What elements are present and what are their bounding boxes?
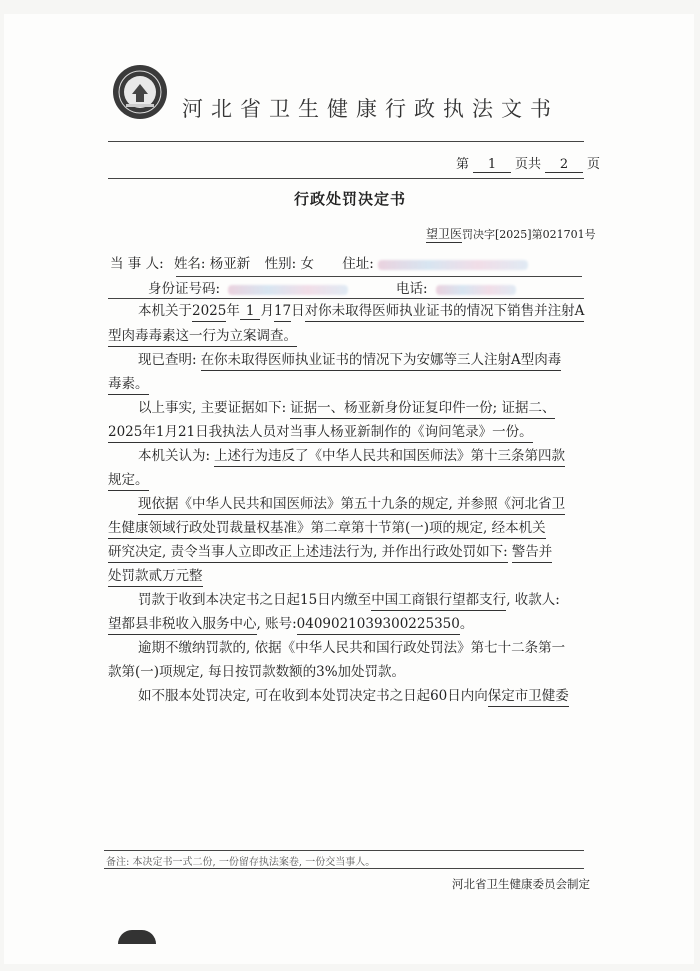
party-gender: 女 <box>300 256 314 272</box>
p1-day: 17 <box>274 303 291 322</box>
paragraph-decision-line4 <box>108 570 203 584</box>
paragraph-late-line1 <box>138 642 565 656</box>
p7-text-a: 逾期不缴纳罚款的, 依据《中华人民共和国行政处罚法》第七十二条第一 <box>138 640 566 656</box>
p1-month: 1 <box>240 303 261 320</box>
phone-row <box>396 283 516 297</box>
p5-penalty-a: 警告并 <box>512 544 553 563</box>
binding-hole-icon <box>118 930 156 944</box>
footer-divider-bottom <box>104 868 584 869</box>
p5-text-b: 生健康领域行政处罚裁量权基准》第二章第十节第(一)项的规定, 经本机关 <box>108 520 546 539</box>
gender-label: 性别: <box>264 256 297 272</box>
party-name: 杨亚新 <box>209 256 251 272</box>
paragraph-opinion-line2 <box>108 474 149 488</box>
document-header-title: 河北省卫生健康行政执法文书 <box>182 97 559 121</box>
page-prefix: 第 <box>456 157 470 172</box>
page-middle: 页共 <box>515 157 542 172</box>
p1-text-b: 年 <box>226 303 240 319</box>
document-number <box>426 225 596 242</box>
footer-note: 备注: 本决定书一式二份, 一份留存执法案卷, 一份交当事人。 <box>106 857 376 868</box>
document-title: 行政处罚决定书 <box>293 190 406 208</box>
p1-text-e: 对你未取得医师执业证书的情况下销售并注射A <box>305 303 585 322</box>
footer-maker: 河北省卫生健康委员会制定 <box>452 877 590 891</box>
paragraph-opinion-line1 <box>138 450 565 464</box>
header-divider <box>108 141 584 142</box>
p2-text-c: 毒素。 <box>108 376 149 395</box>
emblem-seal-icon <box>112 64 168 120</box>
paragraph-evidence-line2 <box>108 426 533 440</box>
paragraph-appeal-line1 <box>138 690 569 704</box>
paragraph-findings-line2 <box>108 378 149 392</box>
p6-bank: 中国工商银行望都支行 <box>371 592 506 611</box>
p6-payee: 望都县非税收入服务中心 <box>108 616 257 635</box>
p2-text-a: 现已查明: <box>138 352 197 368</box>
paragraph-case-line2 <box>108 330 297 344</box>
paragraph-late-line2 <box>108 666 405 680</box>
p7-text-b: 款第(一)项规定, 每日按罚款数额的3%加处罚款。 <box>108 664 406 680</box>
current-page-number: 1 <box>473 157 511 173</box>
paragraph-decision-line3 <box>108 546 552 560</box>
p4-text-c: 规定。 <box>108 472 149 491</box>
paragraph-payment-line2 <box>108 618 473 632</box>
redacted-phone <box>436 285 516 295</box>
paragraph-evidence-line1 <box>138 402 555 416</box>
p3-text-a: 以上事实, 主要证据如下: <box>138 400 287 416</box>
p1-text-a: 本机关于 <box>138 303 192 319</box>
p8-authority: 保定市卫健委 <box>488 688 569 707</box>
p6-text-g: 。 <box>459 616 474 632</box>
p4-text-b: 上述行为违反了《中华人民共和国医师法》第十三条第四款 <box>214 448 565 467</box>
p3-text-c: 2025年1月21日我执法人员对当事人杨亚新制作的《询问笔录》一份。 <box>108 424 533 443</box>
phone-label: 电话: <box>396 281 428 297</box>
p6-text-e: , 账号: <box>256 616 297 632</box>
party-row <box>110 258 528 272</box>
party-underline <box>176 276 582 277</box>
p1-text-f: 型肉毒毒素这一行为立案调查。 <box>108 328 297 347</box>
paragraph-payment-line1 <box>138 594 560 608</box>
page-indicator <box>456 153 600 173</box>
paragraph-decision-line2 <box>108 522 546 536</box>
page-divider <box>108 178 584 179</box>
p6-text-a: 罚款于收到本决定书之日起15日内缴至 <box>138 592 372 608</box>
p1-text-d: 日 <box>291 303 305 319</box>
p1-text-c: 月 <box>260 303 274 319</box>
doc-number-rest: 罚决字[2025]第021701号 <box>462 228 596 241</box>
paragraph-case-line1 <box>138 305 584 319</box>
id-underline <box>108 298 584 299</box>
total-pages: 2 <box>545 157 583 173</box>
paragraph-findings-line1 <box>138 354 561 368</box>
redacted-address <box>378 260 528 270</box>
id-label: 身份证号码: <box>148 281 221 297</box>
paragraph-decision-line1 <box>138 498 565 512</box>
doc-number-prefix: 望卫医 <box>426 227 463 241</box>
redacted-id-number <box>228 285 348 295</box>
p3-text-b: 证据一、杨亚新身份证复印件一份; 证据二、 <box>290 400 555 419</box>
address-label: 住址: <box>342 256 374 272</box>
page-suffix: 页 <box>587 157 601 172</box>
p1-year: 2025 <box>192 303 226 322</box>
p5-text-a: 现依据《中华人民共和国医师法》第五十九条的规定, 并参照《河北省卫 <box>138 496 565 515</box>
p4-text-a: 本机关认为: <box>138 448 211 464</box>
name-label: 姓名: <box>173 256 206 272</box>
p6-account-number: 0409021039300225350 <box>297 616 460 635</box>
id-row <box>148 283 348 297</box>
p8-text-a: 如不服本处罚决定, 可在收到本处罚决定书之日起60日内向 <box>138 688 488 704</box>
p5-text-c: 研究决定, 责令当事人立即改正上述违法行为, 并作出行政处罚如下: <box>108 544 508 563</box>
footer-divider-top <box>104 850 584 851</box>
p6-text-c: , 收款人: <box>506 592 560 608</box>
p5-penalty-b: 处罚款贰万元整 <box>108 568 203 587</box>
p2-text-b: 在你未取得医师执业证书的情况下为安娜等三人注射A型肉毒 <box>201 352 562 371</box>
party-label: 当 事 人: <box>110 256 164 272</box>
